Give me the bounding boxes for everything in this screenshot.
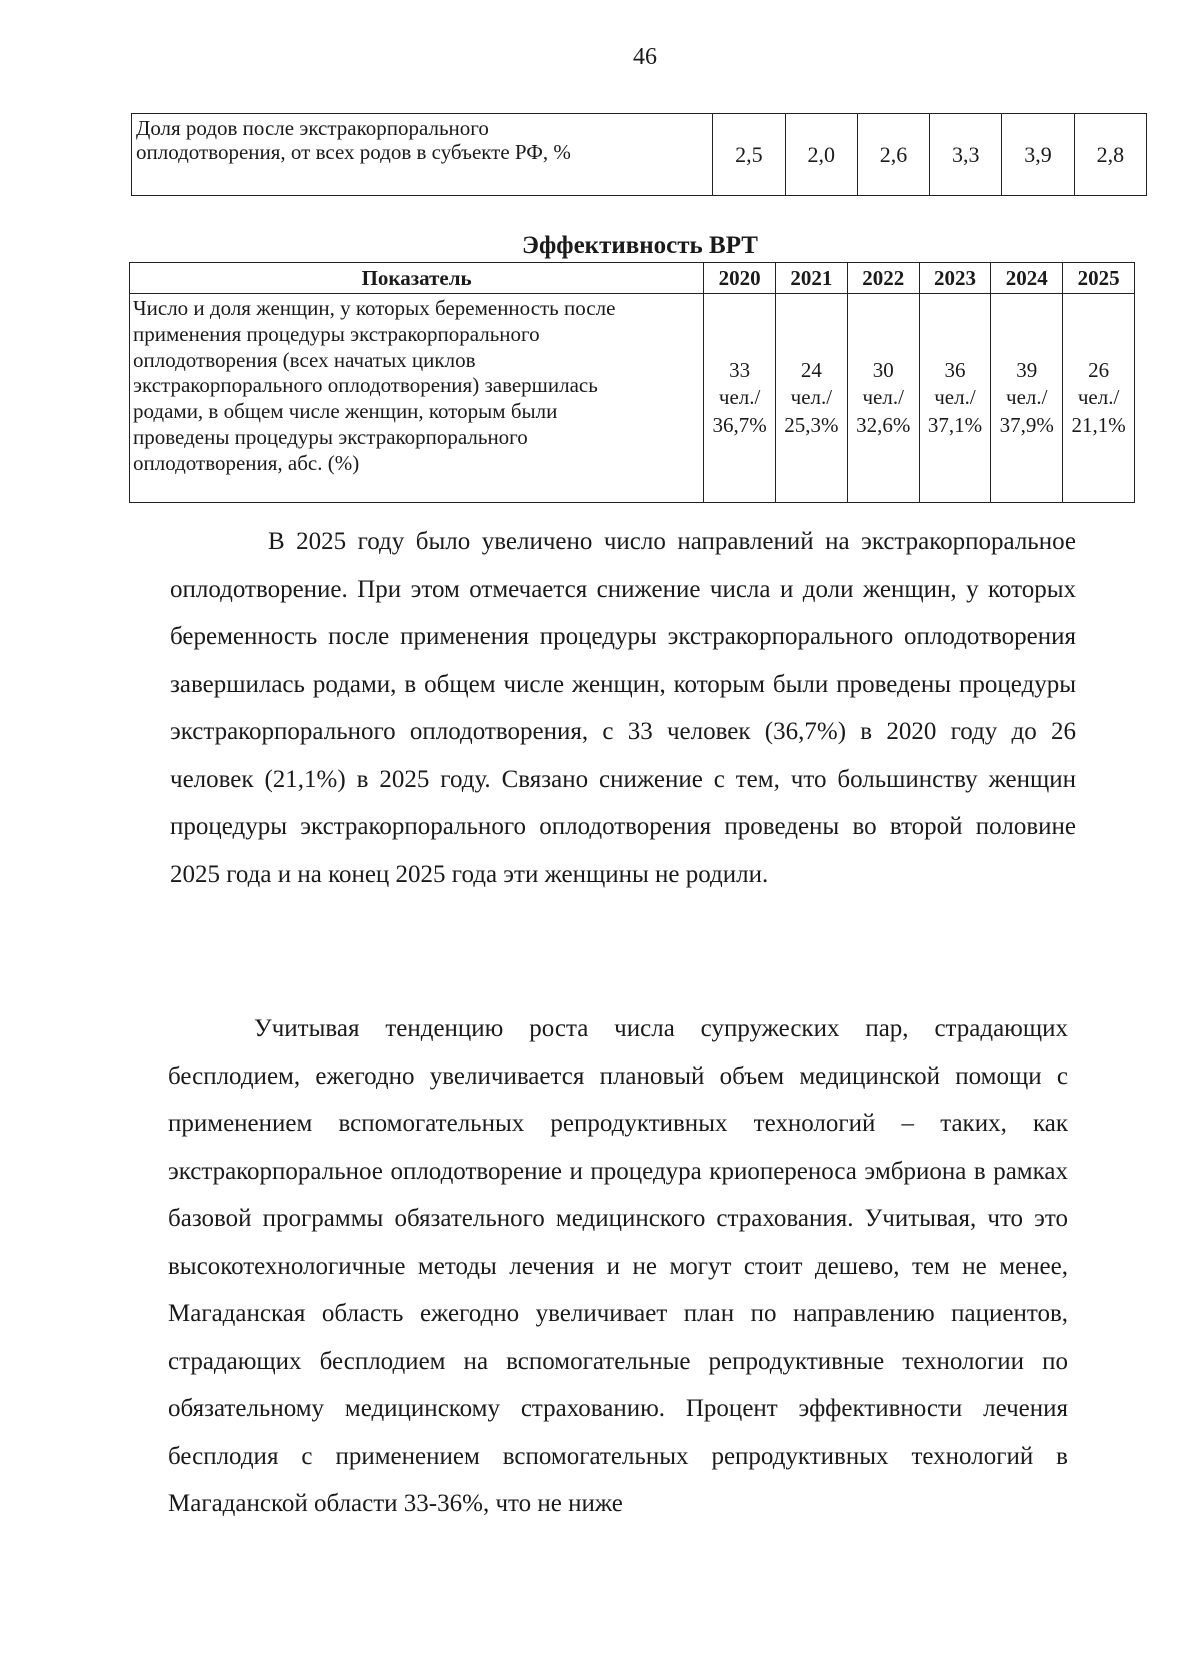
label-line: применения процедуры экстракорпорального	[133, 321, 540, 346]
unit: чел./	[718, 385, 761, 410]
value-cell: 2,8	[1074, 114, 1146, 196]
label-line: родами, в общем числе женщин, которым были	[133, 399, 558, 424]
column-header-year: 2021	[776, 263, 848, 294]
value-cell	[991, 294, 1063, 503]
table-header-row	[130, 263, 1135, 294]
value-cell: 2,5	[713, 114, 785, 196]
value-cell	[919, 294, 991, 503]
table-row	[132, 114, 1147, 196]
label-line: Число и доля женщин, у которых беременность после	[133, 296, 616, 320]
table-row	[130, 294, 1135, 503]
value-cell	[704, 294, 776, 503]
count: 33	[729, 358, 751, 383]
column-header-year: 2024	[991, 263, 1063, 294]
column-header-year: 2025	[1063, 263, 1135, 294]
column-header-indicator: Показатель	[130, 263, 704, 294]
indicator-label	[130, 294, 704, 503]
page-number: 46	[633, 44, 657, 70]
value-cell: 2,0	[785, 114, 857, 196]
unit: чел./	[862, 385, 904, 410]
value-cell: 3,9	[1002, 114, 1074, 196]
percent: 25,3%	[784, 412, 839, 437]
unit: чел./	[1006, 385, 1048, 410]
table-title: Эффективность ВРТ	[522, 232, 758, 259]
ivf-births-share-table	[131, 113, 1147, 196]
column-header-year: 2023	[919, 263, 991, 294]
value-cell	[847, 294, 919, 503]
percent: 32,6%	[856, 412, 911, 437]
value-cell	[776, 294, 848, 503]
body-paragraph: Учитывая тенденцию роста числа супружеских пар, страдающих бесплодием, ежегодно увеличивается плановый объем медицинской помощи с применением вспомогательных репродуктивных технологий – таких, как экстракорпоральное оплодотворение и процедура криопереноса эмбриона в рамках базовой программы обязательного медицинского страхования. Учитывая, что это высокотехнологичные методы лечения и не могут стоит дешево, тем не менее, Магаданская область ежегодно увеличивает план по направлению пациентов, страдающих бесплодием на вспомогательные репродуктивные технологии по обязательному медицинскому страхованию. Процент эффективности лечения бесплодия с применением вспомогательных репродуктивных технологий в Магаданской области 33-36%, что не ниже	[168, 1015, 1068, 1517]
body-paragraph: В 2025 году было увеличено число направлений на экстракорпоральное оплодотворение. При этом отмечается снижение числа и доли женщин, у которых беременность после применения процедуры экстракорпорального оплодотворения завершилась родами, в общем числе женщин, которым были проведены процедуры экстракорпорального оплодотворения, с 33 человек (36,7%) в 2020 году до 26 человек (21,1%) в 2025 году. Связано снижение с тем, что большинству женщин процедуры экстракорпорального оплодотворения проведены во второй половине 2025 года и на конец 2025 года эти женщины не родили.	[170, 528, 1076, 888]
column-header-year: 2020	[704, 263, 776, 294]
label-line: экстракорпорального оплодотворения) завершилась	[133, 373, 598, 398]
unit: чел./	[934, 385, 976, 410]
count: 30	[872, 358, 894, 383]
label-line: Доля родов после экстракорпорального	[136, 116, 489, 140]
label-line: оплодотворения (всех начатых циклов	[133, 347, 476, 372]
art-efficiency-table	[129, 262, 1135, 503]
column-header-year: 2022	[847, 263, 919, 294]
percent: 36,7%	[712, 412, 767, 437]
percent: 37,9%	[999, 412, 1054, 437]
count: 24	[800, 358, 822, 383]
unit: чел./	[790, 385, 833, 410]
value-cell: 2,6	[857, 114, 929, 196]
value-cell	[1063, 294, 1135, 503]
label-line: оплодотворения, абс. (%)	[133, 450, 360, 475]
unit: чел./	[1077, 385, 1120, 410]
count: 36	[944, 358, 966, 383]
count: 26	[1088, 358, 1110, 383]
label-line: оплодотворения, от всех родов в субъекте РФ, %	[136, 140, 571, 165]
percent: 21,1%	[1071, 412, 1126, 437]
label-line: проведены процедуры экстракорпорального	[133, 425, 528, 450]
indicator-label	[132, 114, 713, 196]
percent: 37,1%	[927, 412, 983, 437]
value-cell: 3,3	[930, 114, 1002, 196]
count: 39	[1016, 358, 1038, 383]
